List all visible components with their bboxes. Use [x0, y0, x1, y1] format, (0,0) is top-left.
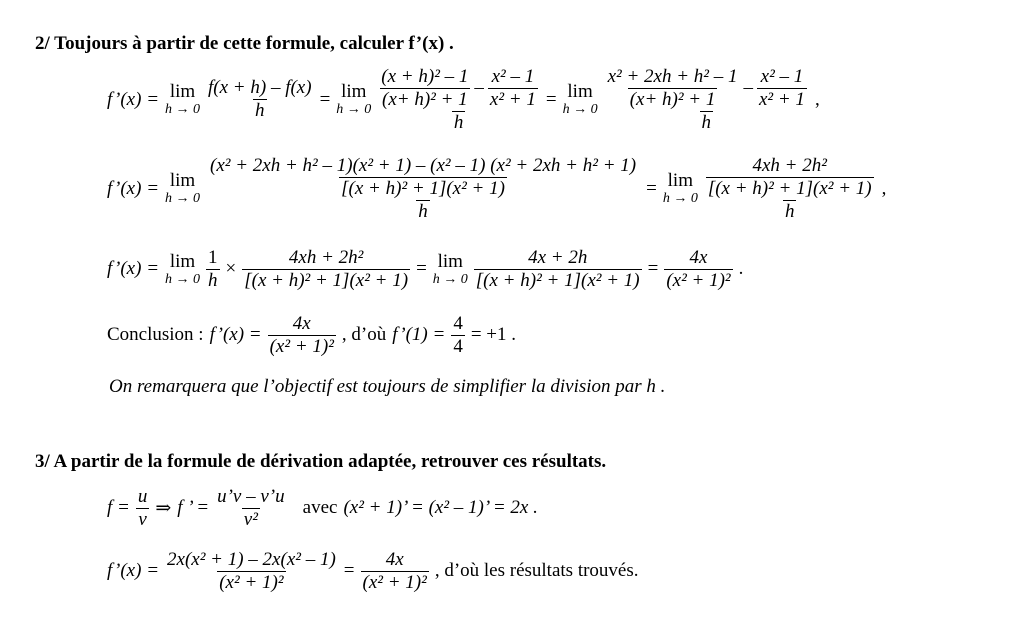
equals-sign: = — [343, 560, 355, 582]
final-result-fraction: $\frac{4x}{\text{(x² + 1)²}}$ — [362, 549, 427, 593]
limit-operator: lim h → 0 — [662, 170, 698, 207]
comma: , — [814, 88, 820, 110]
conclusion-label: Conclusion : — [107, 324, 204, 346]
final-equation-line — [107, 550, 639, 593]
f1-lhs: f’(1) = — [392, 324, 446, 346]
limit-operator: lim h → 0 — [165, 81, 201, 118]
section-2-heading: 2/ Toujours à partir de cette formule, calculer f’(x) . — [35, 33, 454, 54]
conclusion-result: = +1 . — [470, 324, 517, 346]
difference-quotient: $\frac{f(x + h) - f(x)}{h}$ — [208, 77, 312, 122]
dou-text: , d’où — [341, 324, 387, 346]
period: . — [738, 258, 744, 280]
section-3-heading: 3/ A partir de la formule de dérivation adaptée, retrouver ces résultats. — [35, 451, 607, 472]
final-fraction: $\frac{\text{2x(x² + 1) – 2x(x² – 1)}}{\text{(x² + 1)²}}$ — [167, 549, 336, 593]
equals-sign: = — [647, 258, 659, 280]
big-fraction: $\frac{\text{(x² + 2xh + h² – 1)(x² + 1) – (x² – 1) (x² + 2xh + h² + 1)}}{\text{[(x + h)² + 1](x² + 1)}}$ h — [210, 155, 637, 222]
derivative-identity: (x² + 1)’ = (x² – 1)’ = 2x . — [343, 497, 538, 519]
limit-operator: lim h → 0 — [336, 81, 372, 118]
fprime-lhs: f ’ = — [177, 497, 210, 519]
result-fraction: $\frac{4x}{\text{(x² + 1)²}}$ — [666, 247, 731, 291]
avec-text: avec — [302, 497, 338, 519]
conclusion-fraction: $\frac{4x}{\text{(x² + 1)²}}$ — [269, 313, 334, 357]
conclusion-line — [107, 314, 516, 357]
four-over-four: $\frac{4}{4}$ — [453, 313, 463, 357]
fprime-lhs: f’(x) = — [209, 324, 262, 346]
limit-operator: lim h → 0 — [562, 81, 598, 118]
final-tail-text: , d’où les résultats trouvés. — [434, 560, 639, 582]
limit-operator: lim h → 0 — [165, 170, 201, 207]
comma: , — [881, 177, 887, 199]
u-over-v: $\frac{u}{v}$ — [137, 486, 148, 530]
one-over-h: $\frac{1}{h}$ — [208, 247, 218, 291]
equation-line-3 — [107, 248, 743, 291]
equals-sign: = — [646, 177, 657, 199]
compound-fraction: $\frac{\text{(x + h)² – 1}}{\text{(x+ h)² + 1}}$ – $\frac{\text{x² – 1}}{\text{x² + 1}}$ h — [381, 66, 536, 133]
reduced-fraction: $\frac{4x + 2h}{\text{[(x + h)² + 1](x² + 1)}}$ — [475, 247, 640, 291]
remark-text: On remarquera que l’objectif est toujours de simplifier la division par h . — [109, 376, 666, 397]
fprime-lhs: f’(x) = — [107, 560, 160, 582]
quotient-rule-line — [107, 487, 538, 530]
f-lhs: f = — [107, 497, 130, 519]
fprime-lhs: f’(x) = — [107, 88, 160, 110]
compound-fraction-expanded: $\frac{\text{x² + 2xh + h² – 1}}{\text{(x+ h)² + 1}}$ – $\frac{\text{x² – 1}}{\text{x² + 1}}$ h — [607, 66, 805, 133]
equals-sign: = — [545, 88, 557, 110]
implies-arrow: ⇒ — [155, 497, 172, 519]
limit-operator: lim h → 0 — [165, 250, 201, 287]
equals-sign: = — [319, 88, 331, 110]
limit-operator: lim h → 0 — [432, 250, 468, 287]
product-fraction: $\frac{\text{4xh + 2h²}}{\text{[(x + h)² + 1](x² + 1)}}$ — [244, 247, 409, 291]
quotient-rule-fraction: $\frac{u’v - v’u}{\text{v²}}$ — [217, 486, 285, 530]
equals-sign: = — [416, 258, 427, 280]
equation-line-1 — [107, 67, 820, 133]
equation-line-2 — [107, 156, 886, 222]
fprime-lhs: f’(x) = — [107, 177, 160, 199]
simplified-fraction: $\frac{\frac{\text{4xh + 2h²}}{\text{[(x + h)² + 1](x² + 1)}}}{h}$ — [707, 155, 872, 222]
fprime-lhs: f’(x) = — [107, 258, 160, 280]
times-sign: × — [225, 258, 237, 280]
